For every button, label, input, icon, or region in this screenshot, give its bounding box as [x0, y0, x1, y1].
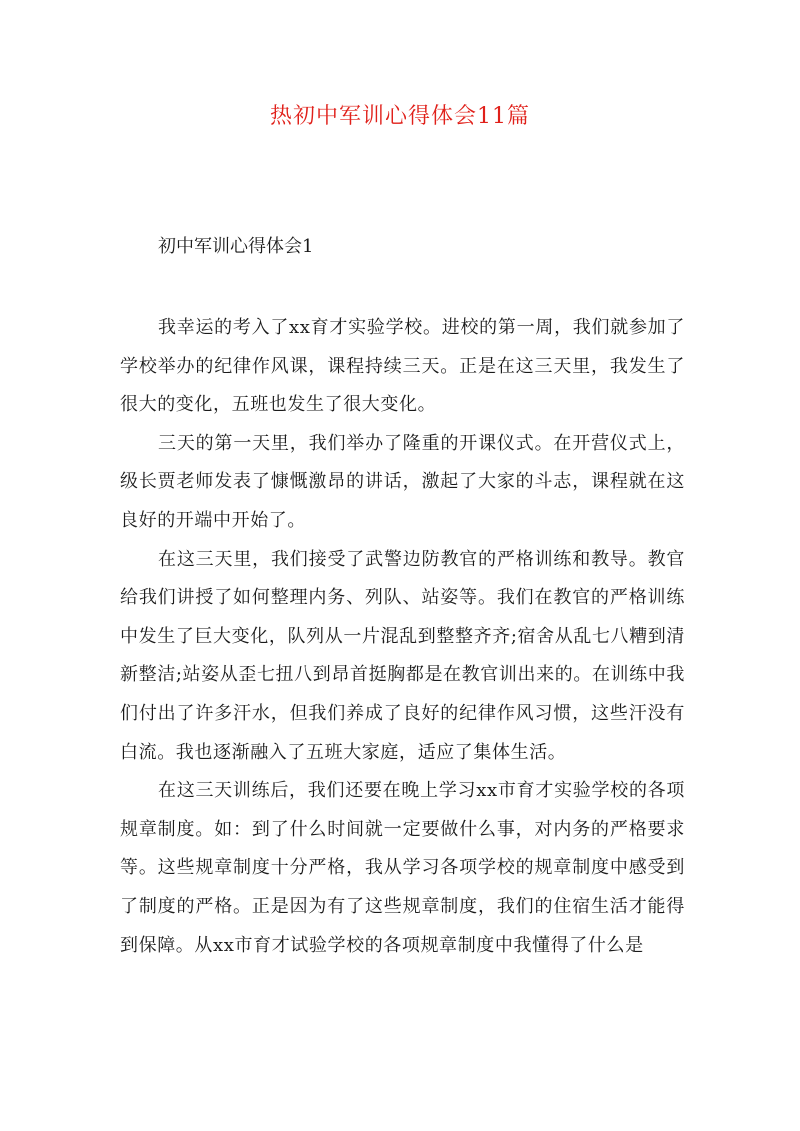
paragraph: 在这三天里，我们接受了武警边防教官的严格训练和教导。教官给我们讲授了如何整理内务、列队、站姿等。我们在教官的严格训练中发生了巨大变化，队列从一片混乱到整整齐齐;宿舍从乱七八糟到清新整洁;站姿从歪七扭八到昂首挺胸都是在教官训出来的。在训练中我们付出了许多汗水，但我们养成了良好的纪律作风习惯，这些汗没有白流。我也逐渐融入了五班大家庭，适应了集体生活。 — [120, 548, 685, 763]
document-body — [120, 309, 685, 965]
document-title: 热初中军训心得体会11篇 — [270, 104, 530, 129]
paragraph: 三天的第一天里，我们举办了隆重的开课仪式。在开营仪式上，级长贾老师发表了慷慨激昂的讲话，激起了大家的斗志，课程就在这良好的开端中开始了。 — [120, 432, 685, 531]
section-heading: 初中军训心得体会1 — [158, 236, 314, 257]
paragraph: 我幸运的考入了xx育才实验学校。进校的第一周，我们就参加了学校举办的纪律作风课，课程持续三天。正是在这三天里，我发生了很大的变化，五班也发生了很大变化。 — [120, 317, 685, 416]
paragraph: 在这三天训练后，我们还要在晚上学习xx市育才实验学校的各项规章制度。如：到了什么时间就一定要做什么事，对内务的严格要求等。这些规章制度十分严格，我从学习各项学校的规章制度中感受到了制度的严格。正是因为有了这些规章制度，我们的住宿生活才能得到保障。从xx市育才试验学校的各项规章制度中我懂得了什么是 — [120, 780, 685, 956]
